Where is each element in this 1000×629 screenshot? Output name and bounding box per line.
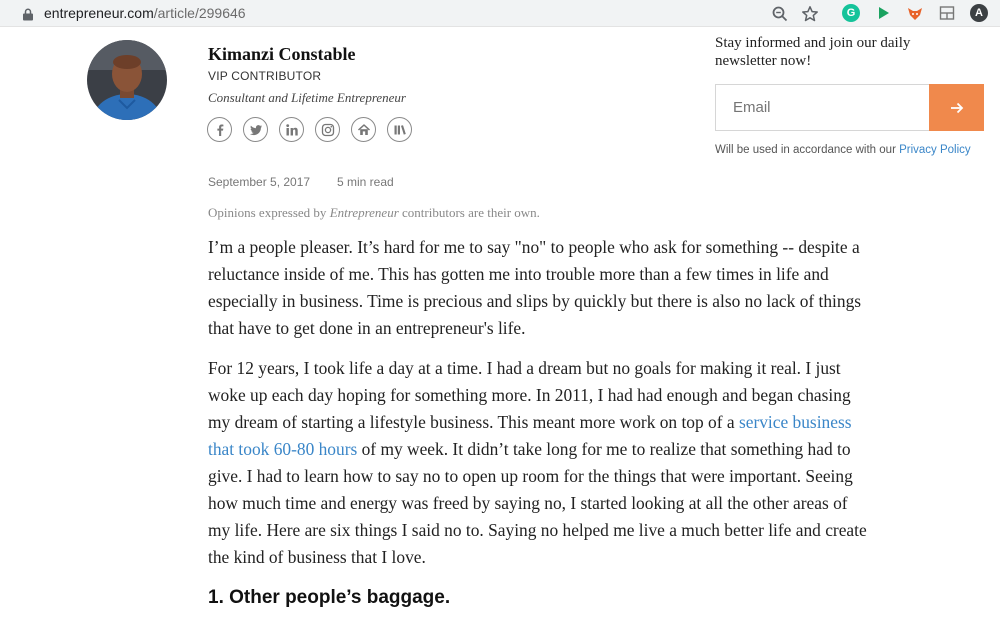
newsletter-note-text: Will be used in accordance with our	[715, 144, 900, 156]
profile-letter: A	[975, 7, 983, 19]
contributor-disclaimer	[208, 205, 540, 221]
linkedin-icon[interactable]	[279, 117, 304, 142]
layout-extension-icon[interactable]	[938, 4, 956, 22]
paragraph-2-end: of my week. It didn’t take long for me to realize that something had to give. I had to learn how to say no to open up room for the things that were important. Seeing how much time and energy was freed by saying no, I started looking at all the other areas of my life. Here are six things I said no to. Saying no helped me live a much better life and create the kind of business that I love.	[208, 439, 867, 567]
url-host: entrepreneur.com	[44, 5, 154, 21]
website-icon[interactable]	[351, 117, 376, 142]
linkedin-profile-icon[interactable]	[387, 117, 412, 142]
social-links	[207, 117, 412, 142]
profile-avatar[interactable]	[970, 4, 988, 22]
url-field[interactable]	[4, 1, 829, 25]
twitter-icon[interactable]	[243, 117, 268, 142]
author-name[interactable]: Kimanzi Constable	[208, 44, 356, 64]
subscribe-button[interactable]	[929, 84, 984, 131]
author-role: VIP CONTRIBUTOR	[208, 69, 322, 83]
lock-icon	[22, 8, 34, 21]
play-extension-icon[interactable]	[874, 4, 892, 22]
url-path: /article/299646	[153, 5, 246, 21]
bookmark-star-icon[interactable]	[801, 5, 819, 23]
url-text	[44, 5, 246, 21]
browser-address-bar	[0, 0, 1000, 27]
disclaimer-brand: Entrepreneur	[329, 205, 399, 220]
read-time: 5 min read	[337, 175, 394, 189]
grammarly-icon[interactable]	[842, 4, 860, 22]
disclaimer-prefix: Opinions expressed by	[208, 205, 330, 220]
avatar[interactable]	[87, 40, 167, 120]
service-business-link[interactable]: service business that took 60-80 hours	[208, 412, 852, 459]
publish-date: September 5, 2017	[208, 175, 311, 189]
disclaimer-suffix: contributors are their own.	[398, 205, 540, 220]
newsletter-prompt: Stay informed and join our daily newsletter now!	[715, 35, 911, 69]
grammarly-letter: G	[846, 7, 856, 19]
instagram-icon[interactable]	[315, 117, 340, 142]
arrow-right-icon	[949, 100, 965, 116]
facebook-icon[interactable]	[207, 117, 232, 142]
section-heading: 1. Other people’s baggage.	[208, 587, 451, 608]
zoom-icon[interactable]	[771, 5, 789, 23]
privacy-policy-link[interactable]: Privacy Policy	[899, 144, 971, 156]
author-photo	[87, 40, 167, 120]
article-paragraph-1: I’m a people pleaser. It’s hard for me to say "no" to people who ask for something -- despite a reluctance inside of me. This has gotten me into trouble more than a few times in life and especially in business. Time is precious and slips by quickly but there is also no lack of things that have to get done in an entrepreneur's life.	[208, 237, 862, 338]
fox-extension-icon[interactable]	[906, 4, 924, 22]
email-field[interactable]	[715, 84, 929, 131]
paragraph-2-start: For 12 years, I took life a day at a time. I had a dream but no goals for making it real. I just woke up each day hoping for something more. In 2011, I had had enough and began chasing my dream of starting a lifestyle business. This meant more work on top of a	[208, 358, 851, 432]
author-bio: Consultant and Lifetime Entrepreneur	[208, 90, 406, 105]
newsletter-note	[715, 144, 971, 156]
article-paragraph-2	[208, 355, 868, 571]
